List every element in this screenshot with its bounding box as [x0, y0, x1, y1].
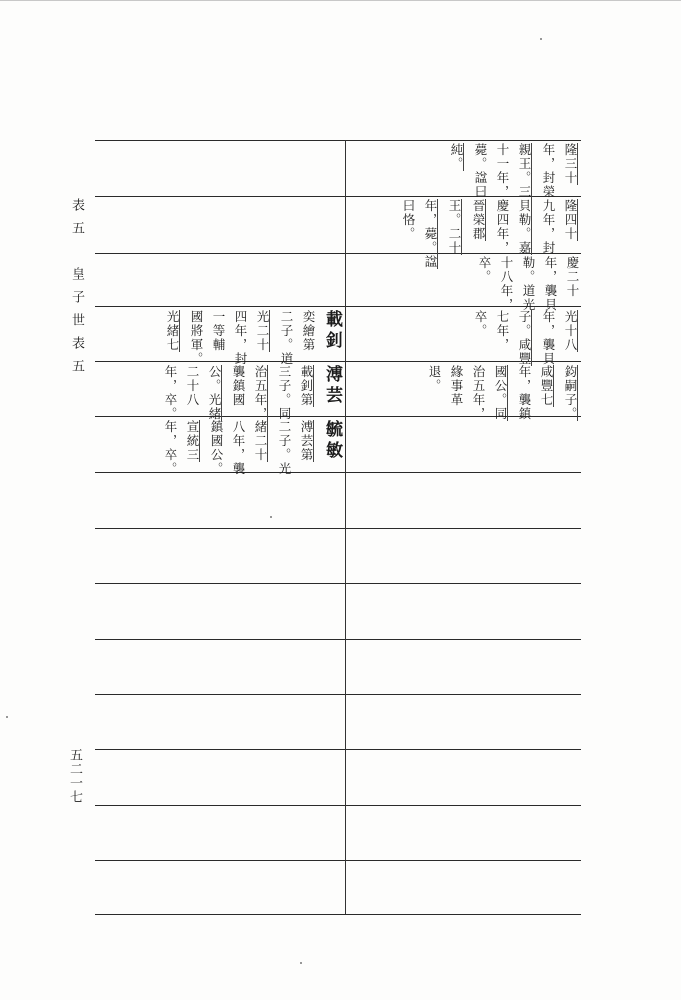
text-column: 卒。: [473, 310, 488, 338]
text-column: 晉榮郡: [462, 199, 486, 241]
scan-speck: [6, 716, 8, 718]
text-column: 載釗第: [290, 365, 314, 407]
text-column: 二子。道: [279, 310, 294, 366]
text-column: 慶二十: [565, 256, 580, 298]
entry-right-row-1: [352, 143, 578, 199]
table-bottom-rule: [95, 914, 581, 915]
entry-puyun: [100, 365, 342, 421]
text-column: 國公。同: [484, 365, 508, 421]
table-top-rule: [95, 140, 581, 141]
text-column: 卒。: [477, 256, 492, 284]
text-column: 慶四年，: [495, 199, 510, 255]
text-column: 十一年，: [495, 143, 510, 199]
text-column: 曰恪。: [401, 199, 416, 241]
text-column: 襲鎮國: [231, 365, 246, 407]
entry-right-row-4: [420, 310, 578, 366]
text-column: 隆四十: [554, 199, 578, 241]
row-rule: [95, 583, 581, 584]
text-column: 親王。三: [508, 143, 532, 199]
entry-right-row-3: [420, 256, 580, 312]
text-column: 年，卒。: [163, 420, 178, 476]
text-column: 貝勒。嘉: [508, 199, 532, 255]
scan-speck: [300, 962, 302, 964]
text-column: 光二十: [246, 310, 270, 352]
row-rule: [95, 860, 581, 861]
text-column: 子。咸豐: [508, 310, 532, 366]
text-column: 七年，: [495, 310, 510, 352]
entry-right-row-2: [330, 199, 578, 269]
row-rule: [95, 528, 581, 529]
scan-speck: [270, 516, 272, 518]
entry-yumin: [100, 420, 342, 476]
column-divider: [345, 140, 346, 914]
person-name: 載釗: [322, 310, 342, 352]
page-folio-number: 五二一七: [67, 748, 82, 804]
text-column: 光十八: [554, 310, 578, 352]
text-column: 勒。道光: [521, 256, 536, 312]
entry-zaizhao: [100, 310, 342, 366]
text-column: 二子。光: [277, 420, 292, 476]
text-column: 三子。同: [277, 365, 292, 421]
text-column: 治五年，: [244, 365, 268, 421]
text-column: 鈞嗣子。: [554, 365, 578, 421]
row-rule: [95, 639, 581, 640]
entry-right-row-5: [364, 365, 578, 421]
row-rule: [95, 694, 581, 695]
text-column: 緒二十: [244, 420, 268, 462]
text-column: 緣事革: [449, 365, 464, 407]
text-column: 年，襲貝: [541, 310, 556, 366]
text-column: 奕繪第: [301, 310, 316, 352]
text-column: 年，襲鎮: [517, 365, 532, 421]
text-column: 薨。諡曰: [473, 143, 488, 199]
text-column: 四年，封: [233, 310, 248, 366]
text-column: 治五年，: [471, 365, 486, 421]
text-column: 純。: [440, 143, 464, 171]
text-column: 隆三十: [554, 143, 578, 185]
text-column: 退。: [427, 365, 442, 393]
text-column: 二十八: [185, 365, 200, 407]
row-rule: [95, 805, 581, 806]
text-column: 年，封榮: [541, 143, 556, 199]
text-column: 王。二十: [438, 199, 462, 255]
row-rule: [95, 749, 581, 750]
margin-title: 表五 皇子世表五: [69, 198, 84, 382]
person-name: 毓敏: [322, 420, 342, 462]
text-column: 光緒七: [156, 310, 180, 352]
text-column: 公。光緒: [198, 365, 222, 421]
text-column: 八年，襲: [231, 420, 246, 476]
text-column: 年，薨。諡: [414, 199, 438, 269]
text-column: 九年，封: [541, 199, 556, 255]
text-column: 溥芸第: [290, 420, 314, 462]
text-column: 宣統三: [176, 420, 200, 462]
text-column: 十八年，: [499, 256, 514, 312]
text-column: 國將軍。: [189, 310, 204, 366]
text-column: 咸豐七: [530, 365, 554, 407]
text-column: 鎮國公。: [209, 420, 224, 476]
person-name: 溥芸: [322, 365, 342, 407]
text-column: 年，卒。: [163, 365, 178, 421]
scan-speck: [540, 38, 542, 40]
page-top-edge: [0, 0, 681, 1]
text-column: 年，襲貝: [543, 256, 558, 312]
text-column: 一等輔: [211, 310, 226, 352]
